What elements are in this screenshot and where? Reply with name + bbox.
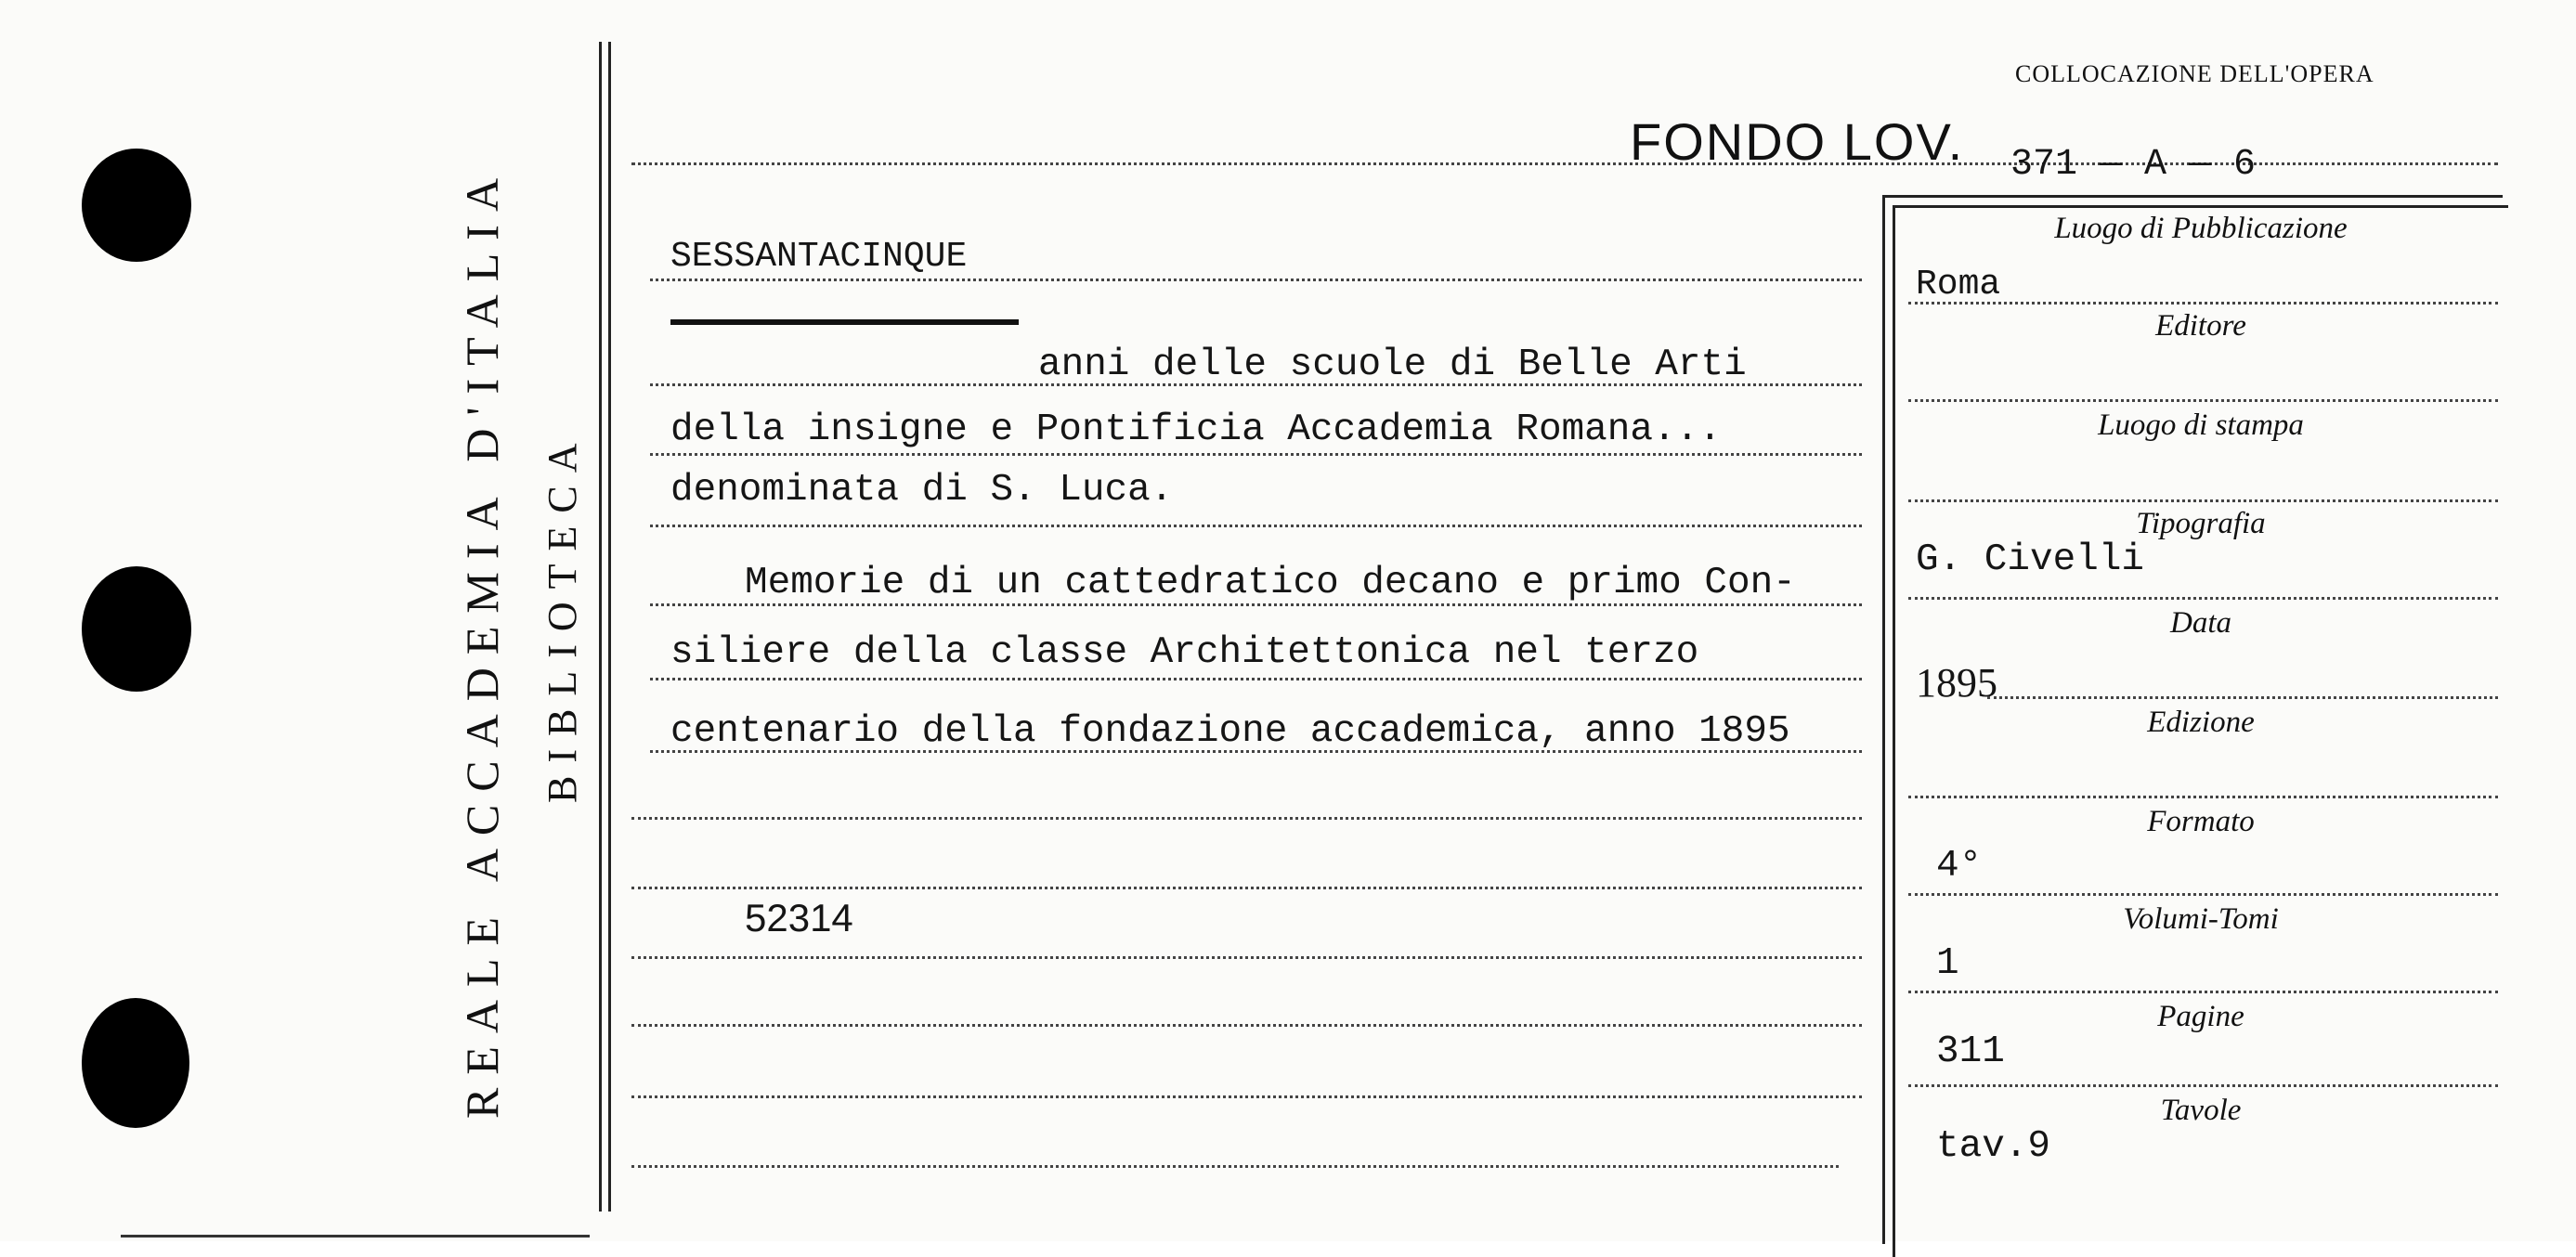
dotted-line — [1908, 302, 2498, 305]
dotted-line — [1987, 696, 2498, 699]
field-label-luogo-stampa: Luogo di stampa — [2098, 408, 2304, 442]
dotted-line — [650, 279, 1862, 281]
description-line: siliere della classe Architettonica nel terzo — [670, 631, 1699, 674]
title-underline — [670, 319, 1019, 325]
dotted-line — [1908, 991, 2498, 993]
field-label-edizione: Edizione — [2147, 706, 2255, 739]
description-line: della insigne e Pontificia Accademia Romana... — [670, 408, 1722, 451]
institution-name: REALE ACCADEMIA D'ITALIA — [456, 164, 508, 1119]
vertical-rule — [608, 42, 611, 1212]
dotted-line — [650, 453, 1862, 456]
inventory-number: 52314 — [745, 896, 853, 940]
bottom-rule — [121, 1235, 590, 1238]
dotted-line — [650, 603, 1862, 606]
dotted-line — [650, 678, 1862, 680]
description-line: centenario della fondazione accademica, anno 1895 — [670, 710, 1790, 753]
fondo-stamp: FONDO LOV. — [1630, 112, 1965, 171]
title: SESSANTACINQUE — [670, 237, 968, 277]
dotted-line — [1908, 796, 2498, 798]
field-value-formato: 4° — [1936, 845, 1983, 888]
shelfmark: 371 — A — 6 — [2010, 144, 2257, 186]
field-value-volumi-tomi: 1 — [1936, 942, 1959, 985]
field-label-editore: Editore — [2155, 309, 2246, 343]
collocazione-label: COLLOCAZIONE DELL'OPERA — [2015, 60, 2374, 87]
field-label-tavole: Tavole — [2160, 1094, 2242, 1127]
dotted-line — [650, 750, 1862, 753]
vertical-rule — [599, 42, 602, 1212]
dotted-line — [631, 1095, 1862, 1098]
dotted-line — [1908, 399, 2498, 402]
description-line: Memorie di un cattedratico decano e primo Con- — [745, 562, 1796, 604]
field-label-luogo-pubblicazione: Luogo di Pubblicazione — [2054, 212, 2348, 245]
field-label-pagine: Pagine — [2157, 1000, 2244, 1033]
dotted-line — [631, 956, 1862, 959]
description-line: anni delle scuole di Belle Arti — [1038, 343, 1747, 386]
field-label-data: Data — [2170, 606, 2231, 640]
punch-hole — [82, 998, 189, 1128]
dotted-line — [1908, 597, 2498, 600]
dotted-line — [631, 887, 1862, 889]
department-name: BIBLIOTECA — [540, 430, 585, 803]
dotted-line — [631, 1165, 1839, 1168]
field-value-tipografia: G. Civelli — [1916, 538, 2145, 581]
field-value-data: 1895 — [1916, 660, 1997, 706]
punch-hole — [82, 566, 191, 692]
field-label-volumi-tomi: Volumi-Tomi — [2123, 902, 2279, 936]
field-value-pagine: 311 — [1936, 1030, 2005, 1073]
dotted-line — [650, 525, 1862, 527]
dotted-line — [650, 383, 1862, 386]
dotted-line — [631, 1024, 1862, 1027]
field-label-formato: Formato — [2147, 805, 2255, 838]
field-value-luogo-pubblicazione: Roma — [1916, 265, 2001, 305]
dotted-line — [1908, 499, 2498, 502]
field-label-tipografia: Tipografia — [2136, 507, 2266, 540]
dotted-line — [1908, 893, 2498, 896]
field-value-tavole: tav.9 — [1936, 1125, 2051, 1168]
dotted-line — [1908, 1084, 2498, 1087]
dotted-line — [631, 817, 1862, 820]
description-line: denominata di S. Luca. — [670, 469, 1174, 512]
punch-hole — [82, 149, 191, 262]
